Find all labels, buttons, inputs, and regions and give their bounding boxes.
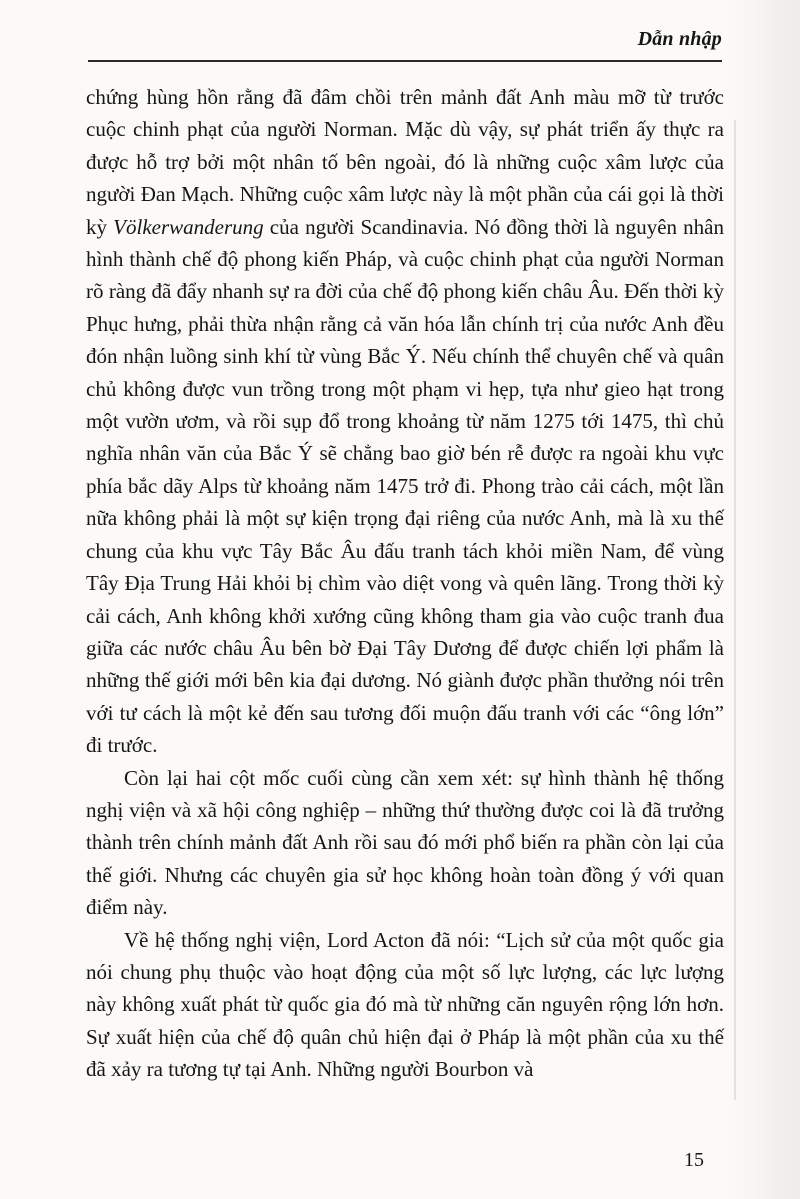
paragraph [86, 924, 724, 1086]
text-run: Còn lại hai cột mốc cuối cùng cần xem xét: sự hình thành hệ thống nghị viện và xã hội công nghiệp – những thứ thường được coi là đã trưởng thành trên chính mảnh đất Anh rồi sau đó mới phổ biến ra phần còn lại của thế giới. Nhưng các chuyên gia sử học không hoàn toàn đồng ý với quan điểm này. [86, 765, 724, 920]
text-run: của người Scandinavia. Nó đồng thời là nguyên nhân hình thành chế độ phong kiến Pháp, và cuộc chinh phạt của người Norman rõ ràng đã đẩy nhanh sự ra đời của chế độ phong kiến châu Âu. Đến thời kỳ Phục hưng, phải thừa nhận rằng cả văn hóa lẫn chính trị của nước Anh đều đón nhận luồng sinh khí từ vùng Bắc Ý. Nếu chính thể chuyên chế và quân chủ không được vun trồng trong một phạm vi hẹp, tựa như gieo hạt trong một vườn ươm, và rồi sụp đổ trong khoảng từ năm 1275 tới 1475, thì chủ nghĩa nhân văn của Bắc Ý sẽ chẳng bao giờ bén rễ được ra ngoài khu vực phía bắc dãy Alps từ khoảng năm 1475 trở đi. Phong trào cải cách, một lần nữa không phải là một sự kiện trọng đại riêng của nước Anh, mà là xu thế chung của khu vực Tây Bắc Âu đấu tranh tách khỏi miền Nam, để vùng Tây Địa Trung Hải khỏi bị chìm vào diệt vong và quên lãng. Trong thời kỳ cải cách, Anh không khởi xướng cũng không tham gia vào cuộc tranh đua giữa các nước châu Âu bên bờ Đại Tây Dương để được chiến lợi phẩm là những thế giới mới bên kia đại dương. Nó giành được phần thưởng nói trên với tư cách là một kẻ đến sau tương đối muộn đấu tranh với các “ông lớn” đi trước. [86, 214, 725, 758]
body-text [86, 81, 724, 1086]
paragraph [86, 81, 724, 762]
page-number: 15 [684, 1149, 704, 1171]
paragraph [86, 762, 724, 924]
text-run: chứng hùng hồn rằng đã đâm chồi trên mảnh đất Anh màu mỡ từ trước cuộc chinh phạt của người Norman. Mặc dù vậy, sự phát triển ấy thực ra được hỗ trợ bởi một nhân tố bên ngoài, đó là những cuộc xâm lược của người Đan Mạch. Những cuộc xâm lược này là một phần của cái gọi là thời kỳ [86, 85, 724, 239]
scan-crease-line [734, 120, 736, 1100]
text-run: Về hệ thống nghị viện, Lord Acton đã nói: “Lịch sử của một quốc gia nói chung phụ thuộc vào hoạt động của một số lực lượng, các lực lượng này không xuất phát từ quốc gia đó mà từ những căn nguyên rộng lớn hơn. Sự xuất hiện của chế độ quân chủ hiện đại ở Pháp là một phần của xu thế đã xảy ra tương tự tại Anh. Những người Bourbon và [86, 927, 724, 1082]
scan-edge-shadow [730, 0, 800, 1199]
running-header: Dẫn nhập [637, 28, 722, 50]
italic-text-run: Völkerwanderung [113, 214, 264, 239]
header-rule [88, 60, 722, 62]
